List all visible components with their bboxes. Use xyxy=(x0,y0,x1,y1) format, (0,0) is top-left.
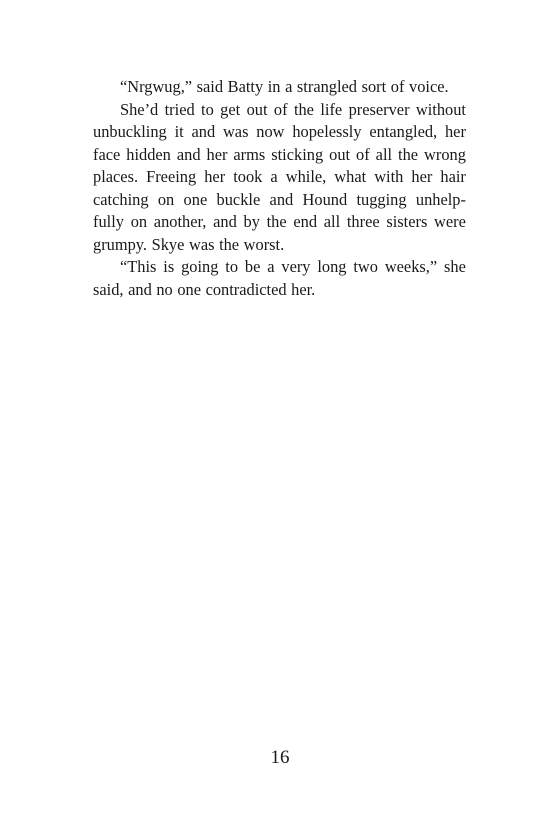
text-line xyxy=(93,76,466,99)
text-line xyxy=(93,189,466,212)
word: out xyxy=(329,144,351,164)
word: was xyxy=(188,234,215,254)
text-line xyxy=(93,234,466,257)
word: Freeing xyxy=(146,167,197,186)
word: one xyxy=(177,279,201,299)
word: be xyxy=(244,257,261,276)
word: tried xyxy=(164,99,195,119)
word: the xyxy=(266,212,287,231)
word: voice. xyxy=(409,77,449,96)
word: her xyxy=(206,144,228,164)
word: the xyxy=(293,99,314,119)
word: all xyxy=(375,144,393,164)
word: life xyxy=(320,99,343,119)
word: preserver xyxy=(348,99,410,119)
word: with xyxy=(374,167,404,186)
word: entangled, xyxy=(369,122,438,141)
word: in xyxy=(267,77,281,96)
word: tugging xyxy=(356,189,407,209)
word: the xyxy=(398,144,419,164)
word: Hound xyxy=(302,189,348,209)
word: contradicted xyxy=(205,279,287,299)
word: grumpy. xyxy=(93,234,148,254)
word: buckle xyxy=(216,189,261,209)
word: and xyxy=(213,212,237,231)
word: three xyxy=(346,212,380,231)
word: of xyxy=(356,144,370,164)
body-text xyxy=(93,76,466,301)
word: of xyxy=(390,77,405,96)
word: Batty xyxy=(227,77,264,96)
word: and xyxy=(269,189,294,209)
word: to xyxy=(225,257,239,276)
text-line xyxy=(93,279,466,302)
word: it xyxy=(174,122,184,141)
word: “Nrgwug,” xyxy=(120,77,193,96)
word: one xyxy=(183,189,208,209)
word: another, xyxy=(153,212,207,231)
word: hidden xyxy=(126,144,171,164)
word: two xyxy=(353,257,378,276)
word: worst. xyxy=(243,234,285,254)
word: is xyxy=(163,257,175,276)
word: Skye xyxy=(151,234,185,254)
text-line xyxy=(93,256,466,279)
word: a xyxy=(270,167,278,186)
word: “This xyxy=(120,257,157,276)
text-line xyxy=(93,99,466,122)
word: on xyxy=(130,212,148,231)
word: her xyxy=(411,167,433,186)
word: no xyxy=(156,279,173,299)
text-line xyxy=(93,166,466,189)
word: going xyxy=(181,257,219,276)
text-line xyxy=(93,144,466,167)
word: wrong xyxy=(424,144,466,164)
word: hopelessly xyxy=(292,122,362,141)
word: face xyxy=(93,144,121,164)
word: said, xyxy=(93,279,124,299)
word: were xyxy=(434,212,466,231)
word: sticking xyxy=(271,144,324,164)
word: weeks,” xyxy=(384,257,438,276)
word: fully xyxy=(93,212,124,231)
word: sisters xyxy=(386,212,428,231)
word: strangled xyxy=(296,77,358,96)
word: places. xyxy=(93,167,139,186)
word: took xyxy=(233,167,263,186)
word: end xyxy=(293,212,318,231)
word: arms xyxy=(233,144,266,164)
text-line xyxy=(93,121,466,144)
word: long xyxy=(317,257,347,276)
word: all xyxy=(323,212,341,231)
word: what xyxy=(334,167,367,186)
word: hair xyxy=(440,167,466,186)
word: sort xyxy=(361,77,387,96)
word: her xyxy=(444,122,466,141)
word: of xyxy=(273,99,288,119)
word: to xyxy=(201,99,214,119)
word: unhelp- xyxy=(415,189,466,209)
word: a xyxy=(267,257,275,276)
word: while, xyxy=(285,167,327,186)
word: her. xyxy=(291,279,316,299)
word: out xyxy=(246,99,268,119)
word: and xyxy=(128,279,152,299)
word: catching xyxy=(93,189,149,209)
page-number: 16 xyxy=(270,747,290,768)
word: her xyxy=(204,167,226,186)
word: unbuckling xyxy=(93,122,167,141)
word: get xyxy=(220,99,241,119)
text-line xyxy=(93,211,466,234)
word: the xyxy=(219,234,240,254)
word: and xyxy=(176,144,201,164)
word: said xyxy=(196,77,224,96)
word: was xyxy=(222,122,249,141)
word: very xyxy=(281,257,311,276)
word: and xyxy=(191,122,216,141)
word: without xyxy=(415,99,466,119)
word: she xyxy=(444,257,466,276)
word: She’d xyxy=(120,99,159,119)
word: on xyxy=(157,189,175,209)
word: now xyxy=(256,122,285,141)
word: a xyxy=(285,77,293,96)
word: by xyxy=(243,212,260,231)
